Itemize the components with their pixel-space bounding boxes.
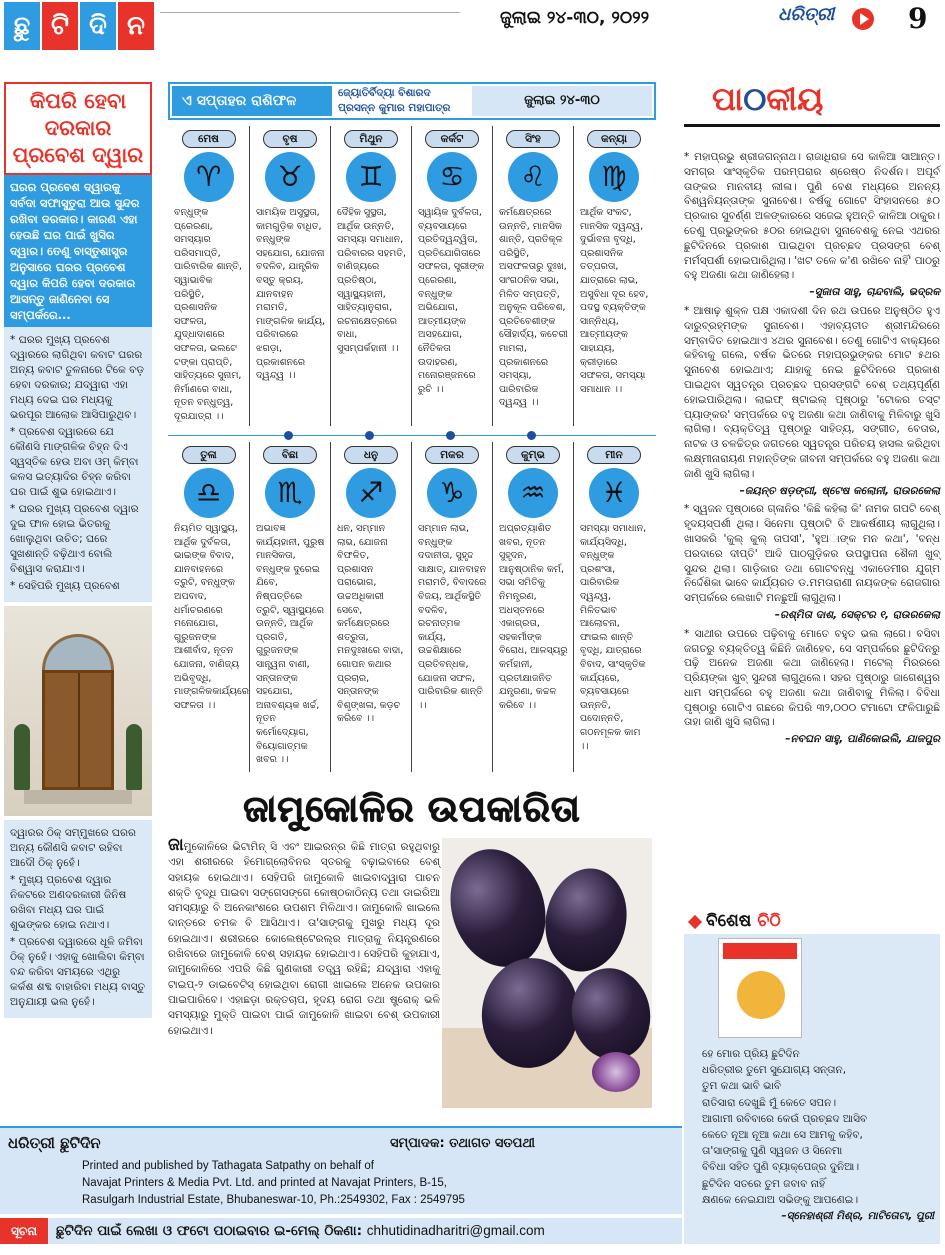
drop-cap: ଜା [168, 835, 184, 855]
magazine-cover [718, 938, 802, 1038]
sign-name: ମିଥୁନ [344, 130, 398, 148]
sign-forecast: କର୍ମକ୍ଷେତ୍ରରେ ଉନ୍ନତି, ମାନସିକ ଶାନ୍ତି, ପ୍ରତିକୂଳ ପରିସ୍ଥିତି, ଅସଫଳତାରୁ ଦୁଃଖ, ସାଂଗଠନିକ ସଭା, ମିଳିତ ସମ୍ପତ୍ତି, ଅନୁକୂଳ ପରିବେଶ, ପ୍ରତିବେଶୀଙ୍କ ସୌହାର୍ଦ୍ୟ, କଚେରୀ ମାମଲା, ପ୍ରକାଶନରେ ସମସ୍ୟା, ପାରିବାରିକ ଦ୍ୱନ୍ଦ୍ୱ ।। [499, 207, 568, 409]
sign-forecast: ସମ୍ମାନ ଲାଭ, ବନ୍ଧୁଙ୍କ ଦଦାନୀତା, ସୁହୃଦ୍ଦ ସାକ୍ଷାତ୍, ଯାନବାହନ ମରାମତି, ବିବାଦରେ ବିଜୟ, ଆର୍ଥିକସ୍ଥିତି ବଦଳିବ, ରଚନାତ୍ମକ କାର୍ଯ୍ୟ, ଉଚ୍ଚଶିକ୍ଷାରେ ପ୍ରତିବନ୍ଧକ, ଯୋଜନା ସଫଳ, ପାରିବାରିକ ଶାନ୍ତି ।। [418, 523, 487, 711]
special-letter-title [684, 908, 940, 934]
zodiac-sign [168, 126, 249, 426]
poem-line: ବିବିଧା ସହିତ ପୁଣି ବ୍ୟାକ୍‌ପେଜ୍‌ର ଦୁନିଆ। [702, 1161, 860, 1174]
plant-icon [14, 724, 30, 790]
letter: * ମହାପ୍ରଭୁ ଶ୍ରୀଜଗନ୍ନାଥ। ରାଜାଧିରାଜ ସେ କାଳିଆ ସାଆନ୍ତ। ସମଗ୍ର ସାଂସ୍କୃତିକ ପରମ୍ପରାର ଶ୍ରେଷ୍ଠ ନିଦର୍ଶନ। ଅପୂର୍ବ ତାଙ୍କର ମାନବୀୟ ଲୀଳା। ପୁଣି ବେଶ ମଧ୍ୟରେ ଅନନ୍ୟ ବିଶ୍ୱନିୟନ୍ତାଙ୍କ ସୁନାବେଶ। ବର୍ଷକୁ ଗୋଟେ ସିଂହାସନରେ ୫୦ ପ୍ରକାର ସୁବର୍ଣ୍ଣ ଅଳଙ୍କାରରେ ସଜେଇ ହୁଅନ୍ତି କାଳିଆ ଠାକୁର। ତେଣୁ ପ୍ରଭୁଙ୍କର ୫୦ର ହୋଇଥିବା ସୁନାବେଶକୁ ନେଇ ଏଥରର ଛୁଟିଦିନରେ ପ୍ରକାଶ ପାଇଥିବା ପ୍ରଚ୍ଛଦ ପ୍ରସଙ୍ଗ ବେଶ୍ ମର୍ମସ୍ପର୍ଶୀ ହୋଇପାରିଥିଲା। 'ଖଟ ତଳେ କ'ଣ ରଖିବେ ନାହିଁ' ପାଠରୁ ବହୁ ଅଜଣା କଥା ଜାଣିହେଲା। [684, 151, 940, 282]
print-line-1: Printed and published by Tathagata Satpathy on behalf of [82, 1160, 374, 1172]
sign-forecast: ବନ୍ଧୁଙ୍କ ପ୍ରେରଣା, ସମସ୍ୟାର ପରିସମାପ୍ତି, ପାରିବାରିକ ଶାନ୍ତି, ସ୍ୱାଭାବିକ ପରିସ୍ଥିତି, ପ୍ରଶାସନିକ ସଫଳତା, ଯୁଦ୍ଧାଦାଶରେ ସଫଳତା, ଭଲଟେ ଟଙ୍କା ପ୍ରାପ୍ତି, ସାହିତ୍ୟରେ ସୁନାମ, ନିର୍ମାଣରେ ବାଧା, ନୂତନ ବନ୍ଧୁତ୍ୱ, ଦୂରଯାତ୍ରା ।। [174, 207, 242, 422]
horoscope-title: ଏ ସପ୍ତାହର ରାଶିଫଳ [172, 86, 332, 116]
zodiac-icon: ♓ [589, 468, 639, 518]
zodiac-icon: ♑ [427, 468, 477, 518]
door-photo [4, 606, 152, 816]
notice-message: ଛୁଟିଦିନ ପାଇଁ ଲେଖା ଓ ଫଟୋ ପଠାଇବାର ଇ-ମେଲ୍ ଠିକଣା: [56, 1223, 367, 1239]
zodiac-sign [249, 126, 330, 426]
zodiac-row-2 [168, 442, 656, 772]
letter: * ଆଷାଢ଼ ଶୁକ୍ଳ ପକ୍ଷ ଏକାଦଶୀ ଦିନ ରଥ ଉପରେ ଅନୁଷ୍ଠିତ ହୁଏ ଦାରୁବ୍ରହ୍ମଙ୍କ ସୁନାବେଶ। ଏହାବ୍ୟତୀତ ଶ୍ରୀମନ୍ଦିରରେ ସମ୍ବାଦିତ ହୋଇଥାଏ ୪ଥର ସୁନାବେଶ। ତେଣୁ ଗୋଟିଏ ବାକ୍ୟରେ କହିବାକୁ ଗଲେ, ବର୍ଷକ ଭିତରେ ମହାପ୍ରଭୁଙ୍କର ମୋଟ ୫ଥର ସୁନାବେଶ ହୋଇଥାଏ; ଯାହାକୁ ନେଇ ଛୁଟିଦିନରେ ପ୍ରକାଶ ପାଇଥିବା ସ୍ୱତନ୍ତ୍ର ପ୍ରଚ୍ଛଦ ପ୍ରସଙ୍ଗଟି ବେଶ୍ ତଥ୍ୟପୂର୍ଣ୍ଣ ହୋଇପାରିଥିଲା। ଲାଇଫ୍ ଷ୍ଟାଇଲ୍ ପୃଷ୍ଠାରୁ 'ଟୋକର ତସ୍ଟ ପ୍ୟାଙ୍କର' ସମ୍ପର୍କରେ ବହୁ ଅଜଣା କଥା ଜାଣିବାକୁ ମିଳିବାରୁ ଖୁସି ଲାଗିଲା। ବ୍ୟକ୍ତିତ୍ୱ ପୃଷ୍ଠାରୁ ସାହିତ୍ୟ, ସଙ୍ଗୀତ, ବେତାର, ନାଟକ ଓ ଚଳଚ୍ଚିତ୍ର ଜଗତରେ ସ୍ୱତନ୍ତ୍ର ପରିଚୟ ହାସଲ କରିଥିବା ଲକ୍ଷ୍ମୀନାରାୟଣ ମହାନ୍ତିଙ୍କ ଜୀବନୀ ସମ୍ପର୍କରେ ବହୁ ଅଜଣା କଥା ଜାଣି ଖୁସି ଲାଗିଲା। [684, 304, 940, 480]
zodiac-icon: ♋ [427, 152, 477, 202]
logo-letter: ନ [118, 2, 154, 50]
letter-signature: –ସୁଜାତା ସାହୁ, ଚାନ୍ଦବାଲି, ଭଦ୍ରକ [809, 286, 940, 299]
poem-line: ଧରିତ୍ରୀର ତୁମେ ସୁଯୋଗ୍ୟ ସନ୍ତାନ, [702, 1064, 847, 1077]
notice-bar [0, 1218, 682, 1244]
paragraph: * ପ୍ରବେଶ ଦ୍ୱାରରେ ଯେ କୌଣସି ମାଙ୍ଗଳିକ ଚିହ୍ନ ଦିଏ ସ୍ୱସ୍ତିକ ହେଉ ଅବା ଓମ୍ କିମ୍ବା କଳସ ଇତ୍ୟାଦିର ଚିହ୍ନ କରିବା ଘର ପାଇଁ ଶୁଭ ହୋଇଥାଏ। [10, 426, 139, 498]
masthead [0, 0, 945, 52]
divider-dot [446, 431, 455, 440]
sign-name: ତୁଳା [182, 446, 236, 464]
poem-line: ତା'ସାଙ୍ଗକୁ ପୁଣି ସ୍ୱଜନ ଓ ସିନେମା [702, 1145, 843, 1158]
door-arch [42, 634, 114, 670]
title-part: ୦ [743, 80, 767, 118]
zodiac-icon: ♉ [265, 152, 315, 202]
row-divider [168, 431, 656, 441]
sign-name: ସିଂହ [506, 130, 560, 148]
logo-letter: ଛୁ [4, 2, 40, 50]
sign-forecast: ଅଭାବଜ୍ଞ କାର୍ଯ୍ୟହାନୀ, ପୁରୁଷ ମାନସିକତା, ବନ୍ଧୁଙ୍କ ଦୁରେଇ ଯିବେ, ନିଷ୍ପତ୍ତିରେ ତ୍ରୁଟି, ସ୍ୱାସ୍ଥ୍ୟରେ ଉନ୍ନତି, ଆର୍ଥିକ ପ୍ରଗତି, ଗୁରୁଜନଙ୍କ ସାନ୍ତ୍ୱନା ବାଣୀ, ସନ୍ତାନଙ୍କ ସହଯୋଗ, ଅନାବଶ୍ୟକ ଖର୍ଚ୍ଚ, ନୂତନ କର୍ମୋଦ୍ୟୋଗ, ବିୟୋଗାତ୍ମକ ଖବର ।। [256, 523, 325, 766]
zodiac-sign [492, 126, 573, 426]
title-part: ବିଶେଷ [706, 911, 758, 931]
divider-dot [527, 431, 536, 440]
zodiac-icon: ♌ [508, 152, 558, 202]
sign-forecast: ସ୍ୱାୟିକ ଦୁର୍ବଳତା, ବ୍ୟବସାୟରେ ପ୍ରତିଦ୍ୱନ୍ଦ୍ୱିତା, ପ୍ରତିଯୋଗିତାରେ ସଫଳତା, ସ୍ତ୍ରୀଙ୍କ ପ୍ରେରଣା, ବନ୍ଧୁଙ୍କ ଅଭିଯୋଗ, ଆତ୍ମୀୟଙ୍କ ଅସହଯୋଗ, ନୈତିକତା ଉଦାହରଣ, ମନୋରଞ୍ଜନରେ ରୁଚି ।। [418, 207, 485, 395]
letters-title [712, 80, 932, 119]
zodiac-icon: ♈ [184, 152, 234, 202]
jamun-fruit [442, 838, 560, 979]
logo-letter: ଦି [80, 2, 116, 50]
sign-name: ମେଷ [182, 130, 236, 148]
paragraph: * ଘରର ମୁଖ୍ୟ ପ୍ରବେଶ ଦ୍ୱାରରେ ଲାଗିଥିବା କବାଟ ଘରର ଅନ୍ୟ କବାଟ ତୁଳନାରେ ଟିକେ ବଡ଼ ହେବା ଦରକାର; ଯଦ୍ୱାରା ଏହା ମଧ୍ୟ ଦେଇ ଘର ମଧ୍ୟକୁ ଭରପୂର ଆଲୋକ ଆସିପାରୁଥିବ। [10, 334, 145, 421]
paragraph: ଦ୍ୱାରର ଠିକ୍ ସମ୍ମୁଖରେ ଘରର ଅନ୍ୟ କୌଣସି କବାଟ ରହିବା ଆଦୌ ଠିକ୍ ନୁହେଁ। [10, 827, 136, 869]
horoscope-author: ଜ୍ୟୋତିର୍ବିଦ୍ୟା ବିଶାରଦ ପ୍ରସନ୍ନ କୁମାର ମହାପାତ୍ର [338, 87, 451, 114]
issue-date: ଜୁଲାଇ ୨୪-୩୦, ୨୦୨୨ [500, 8, 650, 28]
paragraph: * ପ୍ରବେଶ ଦ୍ୱାରରେ ଧୂଳି ଜମିବା ଠିକ୍ ନୁହେଁ। ଏହାକୁ ଖୋଲିବା କିମ୍ବା ବନ୍ଦ କରିବା ସମୟରେ ଏଥିରୁ କର୍କଶ ଶବ୍ଦ ବାହାରିବା ମଧ୍ୟ ବାସ୍ତୁ ଅନୁଯାୟୀ ଭଲ ନୁହେଁ। [10, 936, 146, 1008]
paragraph: * ଘରର ମୁଖ୍ୟ ପ୍ରବେଶ ଦ୍ୱାର ଦୁଇ ଫାଳ ହୋଇ ଭିତରକୁ ଖୋଲୁଥିବା ଉଚିତ; ଘରେ ସୁଖଶାନ୍ତି ବଢ଼ିଥାଏ ବୋଲି ବିଶ୍ୱାସ କରାଯାଏ। [10, 503, 139, 575]
paragraph: * ମୁଖ୍ୟ ପ୍ରବେଶ ଦ୍ୱାର ନିକଟରେ ଅଣଦରକାରୀ ଜିନିଷ ରଖିବା ମଧ୍ୟ ଘର ପାଇଁ ଶୁଭଙ୍କର ହୋଇ ନଥାଏ। [10, 874, 127, 931]
poem-line: କେତେ ନୂଆ ନୂଆ କଥା ସେ ଆମକୁ କହିବ, [702, 1129, 863, 1142]
sign-forecast: ସମସ୍ୟା ସମାଧାନ, କାର୍ଯ୍ୟସିଦ୍ଧି, ବନ୍ଧୁଙ୍କ ପ୍ରଶଂସା, ପାରିବାରିକ ଦ୍ୱନ୍ଦ୍ୱ, ମିଳିତଭାବ ଆଲୋଚନା, ଫାଇଲ ଶାନ୍ତି ବୃଦ୍ଧି, ଯାତ୍ରାରେ ବିବାଦ, ସାଂସ୍କୃତିକ କାର୍ଯ୍ୟରେ, ବ୍ୟବସାୟରେ ଉନ୍ନତି, ପଦୋନ୍ନତି, ଗଠନମୂଳକ କାମ ।। [580, 523, 647, 752]
brand-name: ଧରିତ୍ରୀ [778, 4, 835, 25]
imprint-box [0, 1126, 682, 1214]
zodiac-icon: ♊ [346, 152, 396, 202]
title-part: ଚିଠି [757, 911, 781, 931]
zodiac-row-1 [168, 126, 656, 426]
page-number: 9 [908, 2, 928, 35]
print-line-2: Navajat Printers & Media Pvt. Ltd. and printed at Navajat Printers, B-15, [82, 1177, 447, 1189]
poem-line: ଆଗାମୀ ରବିବାରେ କେଉଁ ପ୍ରଚ୍ଛଦ ଆସିବ [702, 1112, 868, 1125]
letter-signature: –ଜୟନ୍ତ ଷଡ଼ଙ୍ଗୀ, ଷ୍ଟେଷ କଲୋନୀ, ରାଉରକେଲା [739, 484, 940, 497]
zodiac-sign [492, 442, 573, 772]
letter-signature: –ରଶ୍ମିତା ଦାଶ, ସେକ୍ଟର ୧, ରାଉରକେଲା [774, 608, 940, 621]
cover-figure [737, 971, 785, 1019]
sign-forecast: ଅପ୍ରତ୍ୟାଶିତ ଖବର, ନୂତନ ସୁହୃଦନ, ଆନୁଷ୍ଠାନିକ କର୍ମ, ସଭା ସମିତିକୁ ନିମନ୍ତ୍ରଣ, ଅଧସ୍ତନରେ ଏକାଗ୍ରତା, ସହକର୍ମୀଙ୍କ ବିରୋଧ, ଆଳସ୍ୟରୁ କର୍ମହାନୀ, ପ୍ରତୀକ୍ଷାଜନିତ ଯନ୍ତ୍ରଣା, କଚ୍ଚଳ କରିବେ ।। [499, 523, 568, 711]
title-part: କୀୟ [766, 80, 824, 118]
letter-signature: –ନବଘନ ସାହୁ, ପାଣିକୋଇଲି, ଯାଜପୁର [785, 733, 940, 746]
sign-forecast: ନିୟମିତ ସ୍ୱାସ୍ଥ୍ୟ, ଆର୍ଥିକ ଦୁର୍ବଳତା, ଭାଇଙ୍କ ବିବାଦ, ଯାନବାହନରେ ତ୍ରୁଟି, ବନ୍ଧୁଙ୍କ ଅପବାଦ, ଧର୍ମାଚରଣରେ ମନୋଯୋଗ, ଗୁରୁଜନଙ୍କ ଆଶୀର୍ବାଦ, ନୂତନ ଯୋଜନା, ବାଣିଜ୍ୟ ଅଭିବୃଦ୍ଧି, ମାଙ୍ଗଳିକକାର୍ଯ୍ୟରେ ସଫଳତା ।। [174, 523, 249, 711]
zodiac-icon: ♒ [508, 468, 558, 518]
article-lead: ଘରର ପ୍ରବେଶ ଦ୍ୱାରକୁ ସର୍ବଦା ସଫାସୁତୁରା ଆଉ ସୁନ୍ଦର ରଖିବା ଦରକାର। କାରଣ ଏହା ହେଉଛି ଘର ପାଇଁ ଖୁସିର ଦ୍ୱାର। ତେଣୁ ବାସ୍ତୁଶାସ୍ତ୍ର ଅନୁସାରେ ଘରର ପ୍ରବେଶ ଦ୍ୱାର କିପରି ହେବା ଦରକାର ଆସନ୍ତୁ ଜାଣିନେବା ସେ ସମ୍ପର୍କରେ... [4, 175, 152, 327]
sign-name: ଧନୁ [344, 446, 398, 464]
notice-label: ସୂଚନା [0, 1218, 48, 1244]
zodiac-sign [411, 442, 492, 772]
chhutidina-logo [4, 2, 154, 50]
sign-name: ମୀନ [587, 446, 641, 464]
sign-name: ବୃଷ [263, 130, 317, 148]
publication-name: ଧରିତ୍ରୀ ଛୁଟିଦିନ [8, 1134, 101, 1152]
plant-icon [126, 724, 142, 790]
special-letter-box [684, 908, 940, 1244]
jamun-text: ମୁକୋଳିରେ ଭିଟାମିନ୍ ସି ଏବଂ ଆଇରନ୍‌ର କିଛି ମାତ୍ରା ରହୁଥିବାରୁ ଏହା ଶରୀରରେ ହିମୋଗ୍ଲୋବିନର ସ୍ତରକୁ ବଢ଼ାଇବାରେ ବେଶ୍ ସହାୟକ ହୋଇଥାଏ। ସେହିପରି ଜାମୁକୋଳି ଖାଇବାଦ୍ୱାରା ପାଚନ ଶକ୍ତି ବୃଦ୍ଧି ପାଇବା ସଙ୍ଗେସଙ୍ଗେ କୋଷ୍ଠକାଠିନ୍ୟ ତଥା ଡାଇରିଆ ସମସ୍ୟାରୁ ବି ଅନେକାଂଶରେ ଉପଶମ ମିଳିଥାଏ। ଜାମୁକୋଳି ଖାଇଲେ ଦାନ୍ତରେ ଚମକ ବି ଆସିଥାଏ। ତା'ସାଙ୍ଗକୁ ମୁଖରୁ ମଧ୍ୟ ଦୂର ହୋଇଥାଏ। ଶରୀରରେ କୋଲେଷ୍ଟେରଲ୍‌ର ମାତ୍ରାକୁ ନିୟନ୍ତ୍ରଣରେ ରଖିବାରେ ଜାମୁକୋଳି ବେଶ୍ ସହାୟକ ହୋଇଥାଏ। ସେହିପରି କୁହାଯାଏ, ଜାମୁକୋଳିରେ ଏପରି କିଛି ଗୁଣକାରୀ ତତ୍ତ୍ୱ ରହିଛି; ଯଦ୍ୱାରା ଏହାକୁ ଟାଇପ୍-୨ ଡାଇବେଟିସ୍ ହୋଇଥିବା ରୋଗୀ ଖାଇଲେ ଅନେକ ଉପକାର ପାଇପାରିବେ। ଏହାଛଡ଼ା ରକ୍ତଚାପ, ହୃଦୟ ରୋଗ ତଥା ଷ୍ଟ୍ରୋକ୍ ଭଳି ସମସ୍ୟାରୁ ମୁକ୍ତି ପାଇବା ପାଇଁ ଜାମୁକୋଳି ଖାଇବା ବେଶ୍ ଉପକାରୀ ହୋଇଥାଏ। [168, 841, 440, 1037]
divider-line [168, 435, 656, 436]
sign-name: କନ୍ୟା [587, 130, 641, 148]
jamun-photo [442, 838, 652, 1108]
sign-name: କର୍କଟ [425, 130, 479, 148]
sign-name: କୁମ୍ଭ [506, 446, 560, 464]
horoscope-header [168, 82, 656, 120]
letters-body [684, 150, 940, 751]
poem-line: ଛୁଟିଦିନ ସତରେ ତୁମ ଜବାବ ନାହିଁ [702, 1177, 826, 1190]
zodiac-icon: ♍ [589, 152, 639, 202]
sign-name: ମକର [425, 446, 479, 464]
jamun-title: ଜାମୁକୋଳିର ଉପକାରିତା [243, 789, 581, 830]
sign-forecast: ଦୈହିକ ସୁସ୍ଥତା, ଆର୍ଥିକ ଉନ୍ନତି, ସମସ୍ୟା ସମାଧାନ, ପରିବାରର ସହମତି, ବାଣିଜ୍ୟରେ ପ୍ରତିଷ୍ଠା, ସ୍ୱାସ୍ଥ୍ୟହାନୀ, ସାହିତ୍ୟାନୁରାଗ, ରଚନାକ୍ଷେତ୍ରରେ ବାଧା, ସୁସମ୍ପର୍କହାନୀ ।। [337, 207, 407, 354]
door-step [24, 790, 132, 804]
zodiac-sign [168, 442, 249, 772]
article-body [4, 327, 152, 602]
notice-text [56, 1218, 545, 1244]
letter: * ସାଥୀର ଉପରେ ପଢ଼ିବାକୁ ମୋତେ ବହୁତ ଭଲ ଲାଗେ। ବସିବା ଜଗତରୁ ବ୍ୟକ୍ତିତ୍ୱ କିଛିନି ଜାଣିହେବ, ସେ ସମ୍ପର୍କରେ ଛୁଟିଦିନରୁ ପଢ଼ି ଅନେକ ଅଜଣା କଥା ଜାଣିହେଲା। ମଟେଲ୍ ମିରରରେ ପ୍ରିୟଙ୍କା ଖୁବ୍ ସୁନ୍ଦରୀ ଲାଗୁଥିଲେ। ସହର ପୃଷ୍ଠାରୁ ଜାଗେଶ୍ୱର ଧାମ ସମ୍ପର୍କରେ ବହୁ ଅଜଣା କଥା ଜାଣିବାକୁ ମିଳିଲା। ବିବିଧା ପୃଷ୍ଠାରୁ ଗୋଟିଏ ଗଛରେ କିପରି ୩୨,୦୦୦ ଟମାଟୋ ଫଳିପାରୁଛି ତାହା ଜାଣି ଖୁସି ଲାଗିଲା। [684, 627, 940, 729]
divider-dot [284, 431, 293, 440]
poem-signature: –ସ୍ନେହାଶ୍ରୀ ମିଶ୍ର, ମାଟିତୋଟା, ପୁରୀ [781, 1210, 934, 1223]
paragraph: * ସେହିପରି ମୁଖ୍ୟ ପ୍ରବେଶ [10, 580, 120, 592]
logo-letter: ଟି [42, 2, 78, 50]
letter: * ସ୍ୱଜନ ପୃଷ୍ଠାରେ ଗ୍ଳାନିର 'କିଛି କହିଲା କି' ନାମକ ଗପଟି ବେଶ୍ ହୃଦୟସ୍ପର୍ଶୀ ଥିଲା। ସିନେମା ପୃଷ୍ଠାଟି ବି ଆକର୍ଷଣୀୟ ଲାଗୁଥିଲା। ଖାସକରି 'କୁଲ୍ କୁଲ୍ ତାପସୀ', 'ହୁଅାଙ୍କ ମନ କଥା', 'ବନ୍ଧ ପରଦାରେ ଦୀପ୍ତି' ଆଦି ପାଠଗୁଡ଼ିକର ଉପସ୍ଥାପନା ଶୈଳୀ ଖୁବ୍ ସୁନ୍ଦର ଥିଲା। ଗାଡ଼ିକାର ତଥା ଗୋଟବନ୍ଧୁ ଏକାଡେମୀର ଯୁଗ୍ମ ନିର୍ଦ୍ଦେଶିକା ଭାବେ କାର୍ଯ୍ୟରତ ଡ.ମମତାରାଣୀ ନାୟକଙ୍କ ରୋଜଗାର ସମ୍ପର୍କରେ ଲେଖାଟି ମନଛୁଆଁ ଲାଗୁଥିଲା। [684, 503, 940, 605]
entrance-door-article [4, 82, 152, 1008]
poem-line: କ୍ଷଣକେ ନେଇଯାଅ ସଭିଙ୍କୁ ଆପଣେଇ। [702, 1193, 859, 1206]
cover-logo [723, 943, 797, 959]
sign-forecast: ଧନ, ସମ୍ମାନ ଲାଭ, ଯୋଜନା ବିଫଳିତ, ପ୍ରଶାସନ ପରାଭୋଗ, ଉଚ୍ଚଅଧିକାରୀ ସେବେ, କର୍ମକ୍ଷେତ୍ରରେ ଶତ୍ରୁତା, ମନଦୁଃଖରେ ବାଦା, ଗୋପନ କଥାର ପ୍ରଚାର, ସନ୍ତାନଙ୍କ ବିଶୃଙ୍ଖଳା, କଡ଼ଚ କରିବେ ।। [337, 523, 404, 725]
zodiac-sign [573, 126, 654, 426]
article-body-cont [4, 820, 152, 1018]
poem-line: ହେ ମୋର ପ୍ରିୟ ଛୁଟିଦିନ [702, 1048, 800, 1060]
poem [702, 1046, 934, 1224]
zodiac-icon: ♏ [265, 468, 315, 518]
zodiac-sign [573, 442, 654, 772]
title-part: ପା [712, 80, 744, 118]
horoscope-dates: ଜୁଲାଇ ୨୪-୩୦ [472, 86, 652, 116]
cut-fruit [592, 1052, 640, 1092]
zodiac-sign [249, 442, 330, 772]
zodiac-icon: ♐ [346, 468, 396, 518]
zodiac-icon: ♎ [184, 468, 234, 518]
zodiac-sign [330, 442, 411, 772]
zodiac-sign [411, 126, 492, 426]
email-address[interactable]: chhutidinadharitri@gmail.com [366, 1223, 545, 1238]
title-rule [684, 124, 940, 127]
jamun-body [168, 835, 440, 1039]
print-line [82, 1158, 602, 1209]
door-leaf [42, 670, 114, 790]
play-icon [852, 8, 874, 30]
jamun-fruit [536, 861, 636, 979]
header-rule [160, 12, 460, 42]
divider-dot [365, 431, 374, 440]
sign-name: ବିଛା [263, 446, 317, 464]
zodiac-sign [330, 126, 411, 426]
print-line-3: Rasulgarh Industrial Estate, Bhubaneswar-10, Ph.:2549302, Fax : 2549795 [82, 1194, 465, 1206]
editor-line: ସମ୍ପାଦକ: ତଥାଗତ ସତପଥୀ [390, 1136, 535, 1151]
sign-forecast: ସାମୟିକ ଅସୁସ୍ଥତା, କାମଗୁଡ଼ିକ ବାଧିତ, ବନ୍ଧୁଙ୍କ ସହଯୋଗ, ଯୋଜନା ବଦଳିବ, ଯାନ୍ତ୍ରିକ ବସ୍ତୁ କ୍ରୟ, ଯାନବାହନ ମରାମତି, ମାଙ୍ଗଳିକ କାର୍ଯ୍ୟ, ପରିବାରରେ ଝଗଡ଼ା, ପ୍ରକାଶନରେ ଦ୍ୱନ୍ଦ୍ୱ ।। [256, 207, 326, 382]
poem-line: ତୁମ କଥା ଭାବି ଭାବି [702, 1080, 781, 1093]
article-title: କିପରି ହେବା ଦରକାର ପ୍ରବେଶ ଦ୍ୱାର [4, 82, 152, 175]
sign-forecast: ଆର୍ଥିକ ସଂକଟ, ମାନସିକ ଦ୍ୱନ୍ଦ୍ୱ, ଦୁର୍ଭାବନା ବୃଦ୍ଧି, ପ୍ରଶାସନିକ ତତ୍ପରତା, ଯାତ୍ରାରେ ଲାଭ, ଅସୁବିଧା ଦୂର ହେବ, ପଦସ୍ଥ ବ୍ୟକ୍ତିଙ୍କ ସାନ୍ନିଧ୍ୟ, ଆତ୍ମୀୟଙ୍କ ସାହାଯ୍ୟ, କ୍ରୀଡ଼ାରେ ସଫଳତା, ସମସ୍ୟା ସମାଧାନ ।। [580, 207, 649, 395]
poem-line: ରାତିସାରା ଦେଖୁଛି ମୁଁ କେତେ ସପନ। [702, 1096, 837, 1109]
